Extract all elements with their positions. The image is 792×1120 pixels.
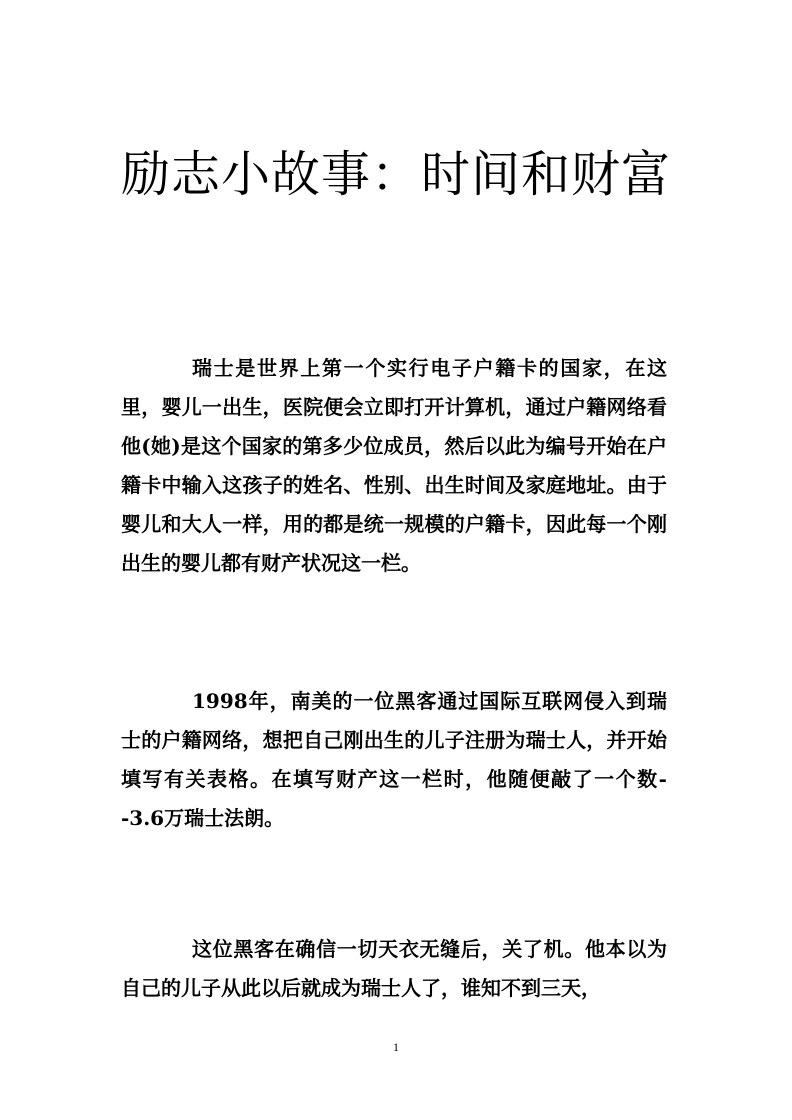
- paragraph-1: 瑞士是世界上第一个实行电子户籍卡的国家，在这里，婴儿一出生，医院便会立即打开计算机，通过户籍网络看他(她)是这个国家的第多少位成员，然后以此为编号开始在户籍卡中输入这孩子的姓名、性别、出生时间及家庭地址。由于婴儿和大人一样，用的都是统一规模的户籍卡，因此每一个刚出生的婴儿都有财产状况这一栏。: [121, 356, 667, 575]
- paragraph-3: 这位黑客在确信一切天衣无缝后，关了机。他本以为自己的儿子从此以后就成为瑞士人了，谁知不到三天，: [121, 937, 667, 1000]
- document-title: 励志小故事：时间和财富: [120, 146, 671, 203]
- page-number: 1: [393, 1040, 399, 1054]
- paragraph-2: 1998年，南美的一位黑客通过国际互联网侵入到瑞士的户籍网络，想把自己刚出生的儿子注册为瑞士人，并开始填写有关表格。在填写财产这一栏时，他随便敲了一个数--3.6万瑞士法朗。: [121, 689, 667, 830]
